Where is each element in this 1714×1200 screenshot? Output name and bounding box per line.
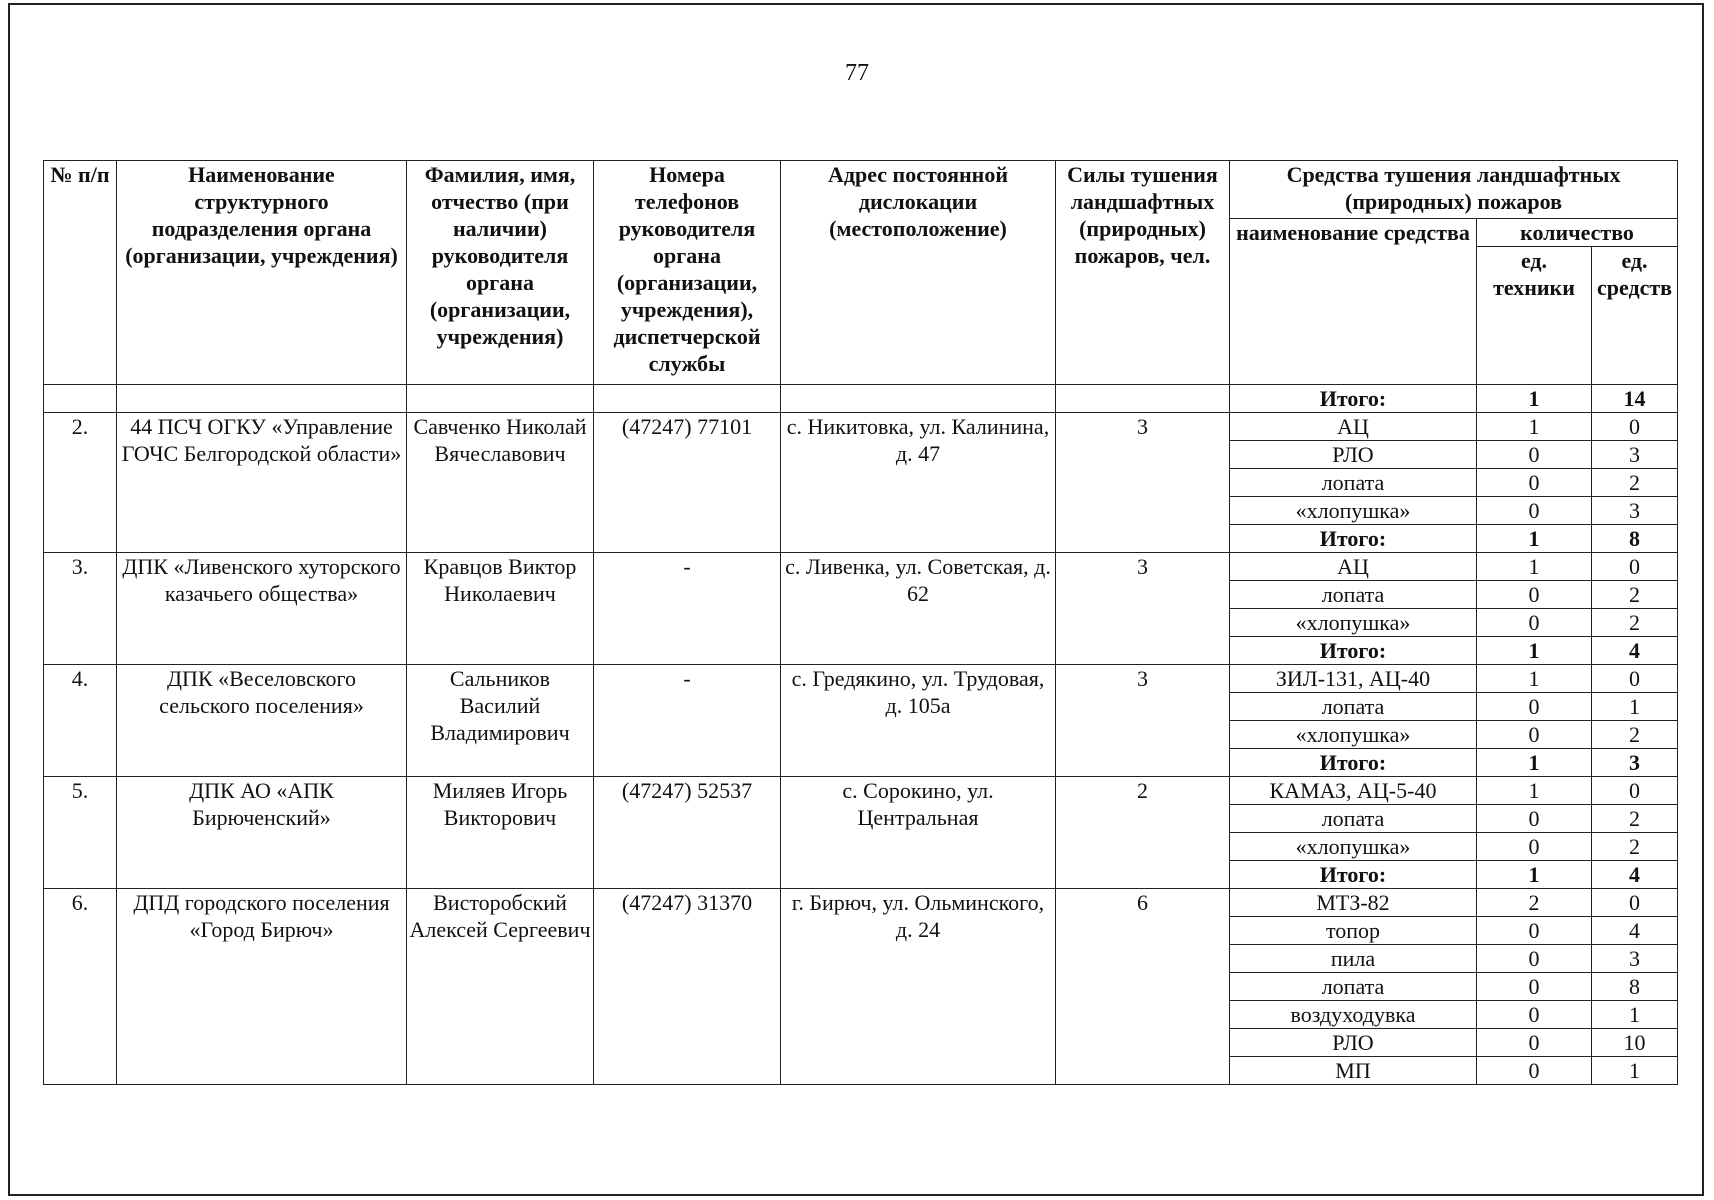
- means-tech: 0: [1477, 973, 1592, 1001]
- means-tools: 0: [1592, 553, 1678, 581]
- means-name: МТЗ-82: [1230, 889, 1477, 917]
- means-tools: 2: [1592, 833, 1678, 861]
- header-head-name: Фамилия, имя, отчество (при наличии) руководителя органа (организации, учреждения): [407, 161, 594, 385]
- total-label: Итого:: [1230, 749, 1477, 777]
- means-tools: 2: [1592, 721, 1678, 749]
- org-phone: (47247) 52537: [594, 777, 781, 889]
- means-tech: 2: [1477, 889, 1592, 917]
- total-label: Итого:: [1230, 637, 1477, 665]
- table-row: [44, 665, 1678, 693]
- header-address: Адрес постоянной дислокации (местоположение): [781, 161, 1056, 385]
- total-tech: 1: [1477, 525, 1592, 553]
- table-row: [44, 777, 1678, 805]
- means-tools: 1: [1592, 693, 1678, 721]
- means-tech: 0: [1477, 469, 1592, 497]
- org-phone: (47247) 77101: [594, 413, 781, 553]
- org-head: Сальников Василий Владимирович: [407, 665, 594, 777]
- means-name: топор: [1230, 917, 1477, 945]
- means-tech: 0: [1477, 833, 1592, 861]
- means-name: «хлопушка»: [1230, 609, 1477, 637]
- total-tools: 3: [1592, 749, 1678, 777]
- means-name: «хлопушка»: [1230, 833, 1477, 861]
- total-tech: 1: [1477, 749, 1592, 777]
- means-tech: 1: [1477, 665, 1592, 693]
- means-tech: 0: [1477, 721, 1592, 749]
- means-tech: 0: [1477, 497, 1592, 525]
- header-phones: Номера телефонов руководителя органа (организации, учреждения), диспетчерской службы: [594, 161, 781, 385]
- means-tools: 10: [1592, 1029, 1678, 1057]
- total-tech: 1: [1477, 861, 1592, 889]
- means-tech: 1: [1477, 553, 1592, 581]
- top-total-tech: 1: [1477, 385, 1592, 413]
- means-name: МП: [1230, 1057, 1477, 1085]
- top-total-tools: 14: [1592, 385, 1678, 413]
- table-row: [44, 889, 1678, 917]
- means-name: лопата: [1230, 469, 1477, 497]
- org-address: с. Ливенка, ул. Советская, д. 62: [781, 553, 1056, 665]
- org-address: с. Никитовка, ул. Калинина, д. 47: [781, 413, 1056, 553]
- org-forces: 3: [1056, 665, 1230, 777]
- total-label: Итого:: [1230, 525, 1477, 553]
- org-phone: (47247) 31370: [594, 889, 781, 1085]
- header-means: Средства тушения ландшафтных (природных) пожаров: [1230, 161, 1678, 219]
- means-tools: 0: [1592, 665, 1678, 693]
- org-head: Савченко Николай Вячеславович: [407, 413, 594, 553]
- means-tech: 0: [1477, 609, 1592, 637]
- org-head: Миляев Игорь Викторович: [407, 777, 594, 889]
- means-name: «хлопушка»: [1230, 721, 1477, 749]
- org-phone: -: [594, 665, 781, 777]
- header-tech: ед. техники: [1477, 247, 1592, 385]
- fire-means-table: [43, 160, 1678, 1085]
- total-label: Итого:: [1230, 861, 1477, 889]
- means-tech: 0: [1477, 1001, 1592, 1029]
- means-name: АЦ: [1230, 553, 1477, 581]
- means-tools: 2: [1592, 609, 1678, 637]
- total-tech: 1: [1477, 637, 1592, 665]
- means-tech: 0: [1477, 693, 1592, 721]
- org-address: с. Гредякино, ул. Трудовая, д. 105а: [781, 665, 1056, 777]
- means-tools: 0: [1592, 413, 1678, 441]
- means-tools: 1: [1592, 1057, 1678, 1085]
- means-tools: 2: [1592, 805, 1678, 833]
- top-total-label: Итого:: [1230, 385, 1477, 413]
- means-name: пила: [1230, 945, 1477, 973]
- table-row: [44, 553, 1678, 581]
- means-name: лопата: [1230, 805, 1477, 833]
- page-number: 77: [845, 60, 869, 86]
- org-num: 5.: [44, 777, 117, 889]
- means-name: лопата: [1230, 581, 1477, 609]
- means-tech: 0: [1477, 1057, 1592, 1085]
- means-tools: 3: [1592, 497, 1678, 525]
- table-row: [44, 413, 1678, 441]
- org-forces: 3: [1056, 553, 1230, 665]
- org-unit: ДПК АО «АПК Бирюченский»: [117, 777, 407, 889]
- means-name: РЛО: [1230, 441, 1477, 469]
- means-tools: 8: [1592, 973, 1678, 1001]
- means-tools: 3: [1592, 945, 1678, 973]
- org-forces: 6: [1056, 889, 1230, 1085]
- means-tools: 0: [1592, 889, 1678, 917]
- header-means-name: наименование средства: [1230, 219, 1477, 385]
- means-name: лопата: [1230, 693, 1477, 721]
- means-name: воздуходувка: [1230, 1001, 1477, 1029]
- org-address: г. Бирюч, ул. Ольминского, д. 24: [781, 889, 1056, 1085]
- header-quantity: количество: [1477, 219, 1678, 247]
- org-head: Висторобский Алексей Сергеевич: [407, 889, 594, 1085]
- total-tools: 4: [1592, 637, 1678, 665]
- org-forces: 2: [1056, 777, 1230, 889]
- total-tools: 4: [1592, 861, 1678, 889]
- means-name: ЗИЛ-131, АЦ-40: [1230, 665, 1477, 693]
- means-tech: 0: [1477, 581, 1592, 609]
- org-unit: ДПД городского поселения «Город Бирюч»: [117, 889, 407, 1085]
- header-tools: ед. средств: [1592, 247, 1678, 385]
- org-head: Кравцов Виктор Николаевич: [407, 553, 594, 665]
- org-unit: ДПК «Ливенского хуторского казачьего общества»: [117, 553, 407, 665]
- means-tools: 0: [1592, 777, 1678, 805]
- org-num: 2.: [44, 413, 117, 553]
- means-tools: 2: [1592, 469, 1678, 497]
- means-name: РЛО: [1230, 1029, 1477, 1057]
- org-num: 6.: [44, 889, 117, 1085]
- means-tech: 0: [1477, 441, 1592, 469]
- header-num: № п/п: [44, 161, 117, 385]
- top-total-row: [44, 385, 1678, 413]
- means-tech: 0: [1477, 945, 1592, 973]
- means-tools: 1: [1592, 1001, 1678, 1029]
- org-address: с. Сорокино, ул. Центральная: [781, 777, 1056, 889]
- header-forces: Силы тушения ландшафтных (природных) пожаров, чел.: [1056, 161, 1230, 385]
- org-num: 3.: [44, 553, 117, 665]
- means-name: АЦ: [1230, 413, 1477, 441]
- means-tech: 1: [1477, 413, 1592, 441]
- means-name: «хлопушка»: [1230, 497, 1477, 525]
- means-name: лопата: [1230, 973, 1477, 1001]
- means-name: КАМАЗ, АЦ-5-40: [1230, 777, 1477, 805]
- means-tech: 0: [1477, 917, 1592, 945]
- total-tools: 8: [1592, 525, 1678, 553]
- means-tools: 4: [1592, 917, 1678, 945]
- org-phone: -: [594, 553, 781, 665]
- means-tech: 0: [1477, 1029, 1592, 1057]
- org-num: 4.: [44, 665, 117, 777]
- means-tech: 0: [1477, 805, 1592, 833]
- org-unit: 44 ПСЧ ОГКУ «Управление ГОЧС Белгородской области»: [117, 413, 407, 553]
- org-forces: 3: [1056, 413, 1230, 553]
- means-tech: 1: [1477, 777, 1592, 805]
- means-tools: 2: [1592, 581, 1678, 609]
- means-tools: 3: [1592, 441, 1678, 469]
- table-body: [44, 385, 1678, 1085]
- org-unit: ДПК «Веселовского сельского поселения»: [117, 665, 407, 777]
- header-unit: Наименование структурного подразделения органа (организации, учреждения): [117, 161, 407, 385]
